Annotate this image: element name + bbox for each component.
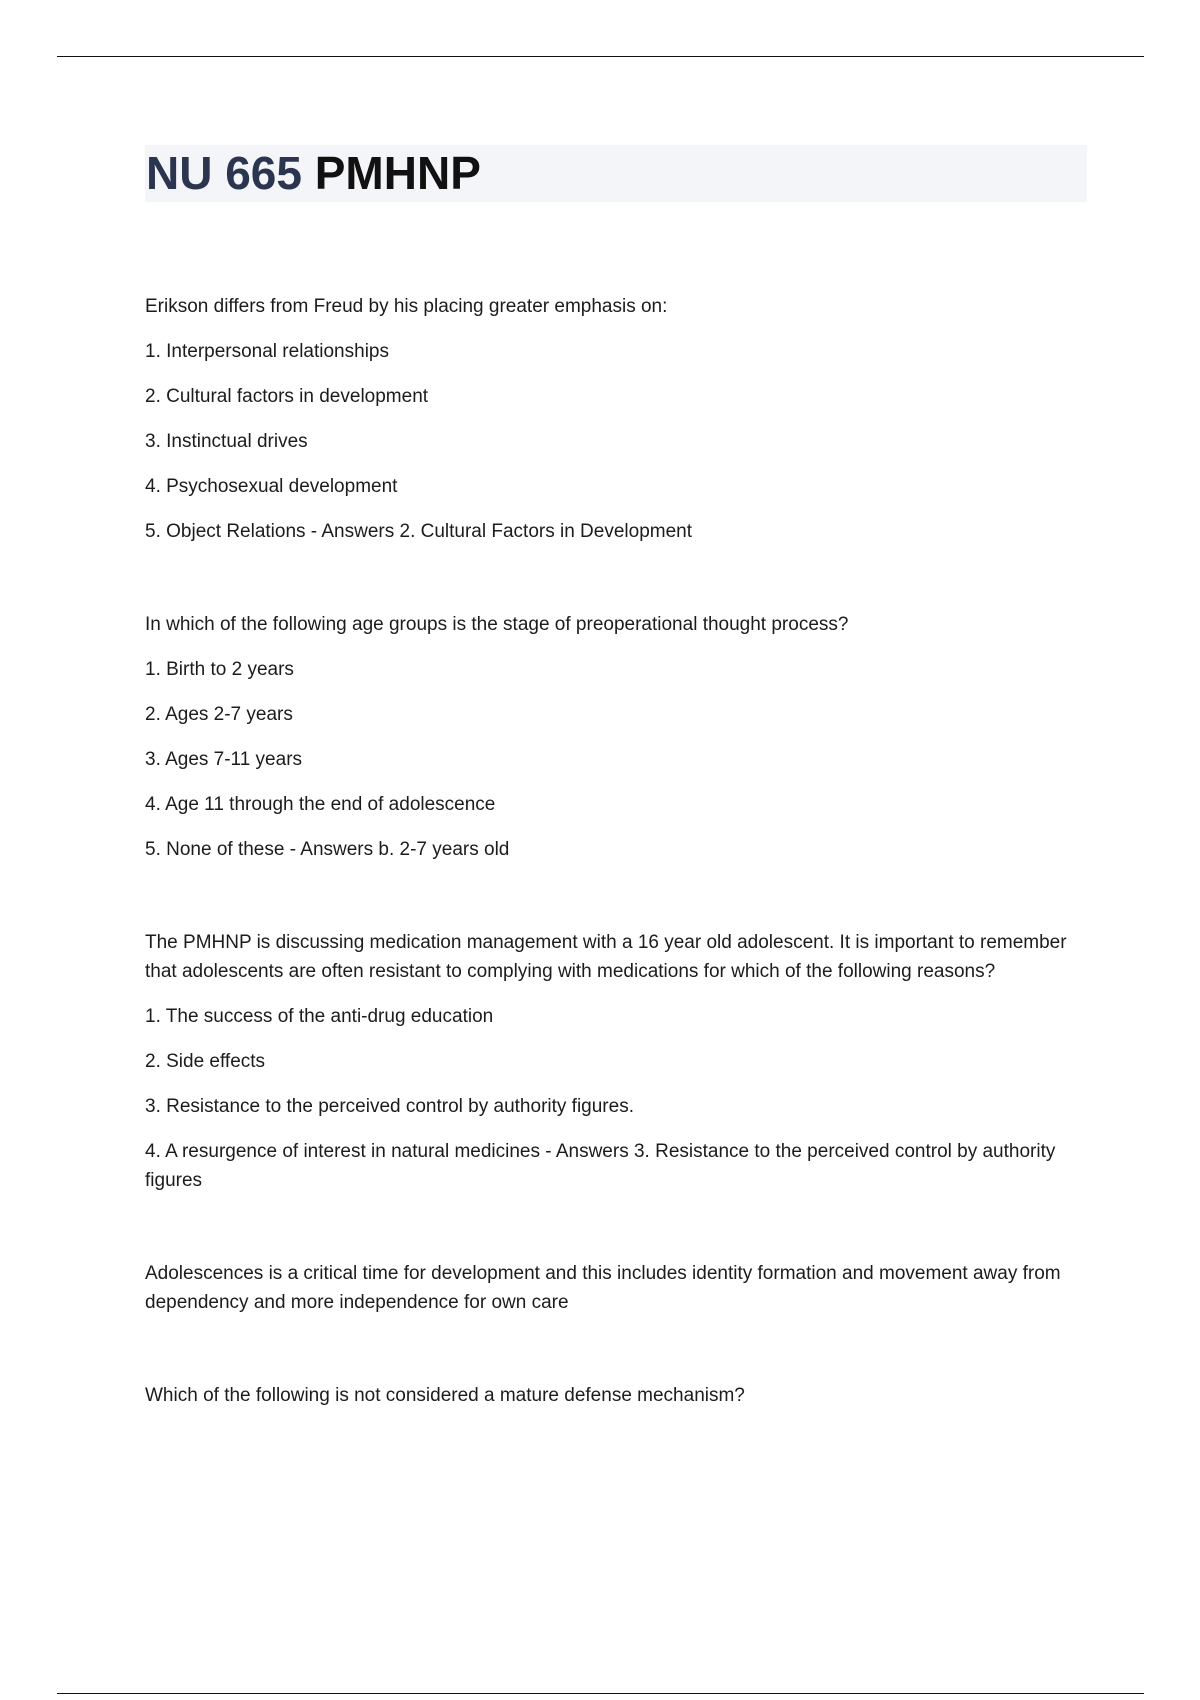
answer-option: 2. Side effects — [145, 1051, 266, 1072]
answer-option: 1. The success of the anti-drug education — [145, 1006, 494, 1027]
footer-rule — [57, 1693, 1144, 1694]
question-list — [145, 292, 1085, 1410]
answer-option: 1. Interpersonal relationships — [145, 341, 389, 362]
answer-option-with-answer: 4. A resurgence of interest in natural medicines - Answers 3. Resistance to the perceived control by authority figures — [145, 1141, 1056, 1191]
title-course: NU 665 — [146, 147, 302, 199]
answer-option-with-answer: 5. None of these - Answers b. 2-7 years old — [145, 839, 510, 860]
question-text: Which of the following is not considered a mature defense mechanism? — [145, 1385, 745, 1406]
question-text: Adolescences is a critical time for development and this includes identity formation and movement away from dependency and more independence for own care — [145, 1263, 1061, 1313]
title-program: PMHNP — [314, 147, 481, 199]
answer-option-with-answer: 5. Object Relations - Answers 2. Cultural Factors in Development — [145, 521, 693, 542]
question-text: The PMHNP is discussing medication management with a 16 year old adolescent. It is important to remember that adolescents are often resistant to complying with medications for which of the following reasons? — [145, 932, 1067, 982]
answer-option: 2. Cultural factors in development — [145, 386, 429, 407]
question-text: Erikson differs from Freud by his placing greater emphasis on: — [145, 296, 668, 317]
question-block — [145, 1259, 1085, 1317]
question-block — [145, 610, 1085, 864]
answer-option: 4. Psychosexual development — [145, 476, 398, 497]
question-block — [145, 292, 1085, 546]
answer-option: 2. Ages 2-7 years — [145, 704, 293, 725]
document-title — [146, 144, 481, 202]
question-text: In which of the following age groups is the stage of preoperational thought process? — [145, 614, 849, 635]
answer-option: 1. Birth to 2 years — [145, 659, 294, 680]
answer-option: 3. Instinctual drives — [145, 431, 308, 452]
header-rule — [57, 56, 1144, 57]
answer-option: 3. Ages 7-11 years — [145, 749, 303, 770]
question-block — [145, 1381, 1085, 1410]
answer-option: 4. Age 11 through the end of adolescence — [145, 794, 496, 815]
answer-option: 3. Resistance to the perceived control by authority figures. — [145, 1096, 634, 1117]
question-block — [145, 928, 1085, 1195]
